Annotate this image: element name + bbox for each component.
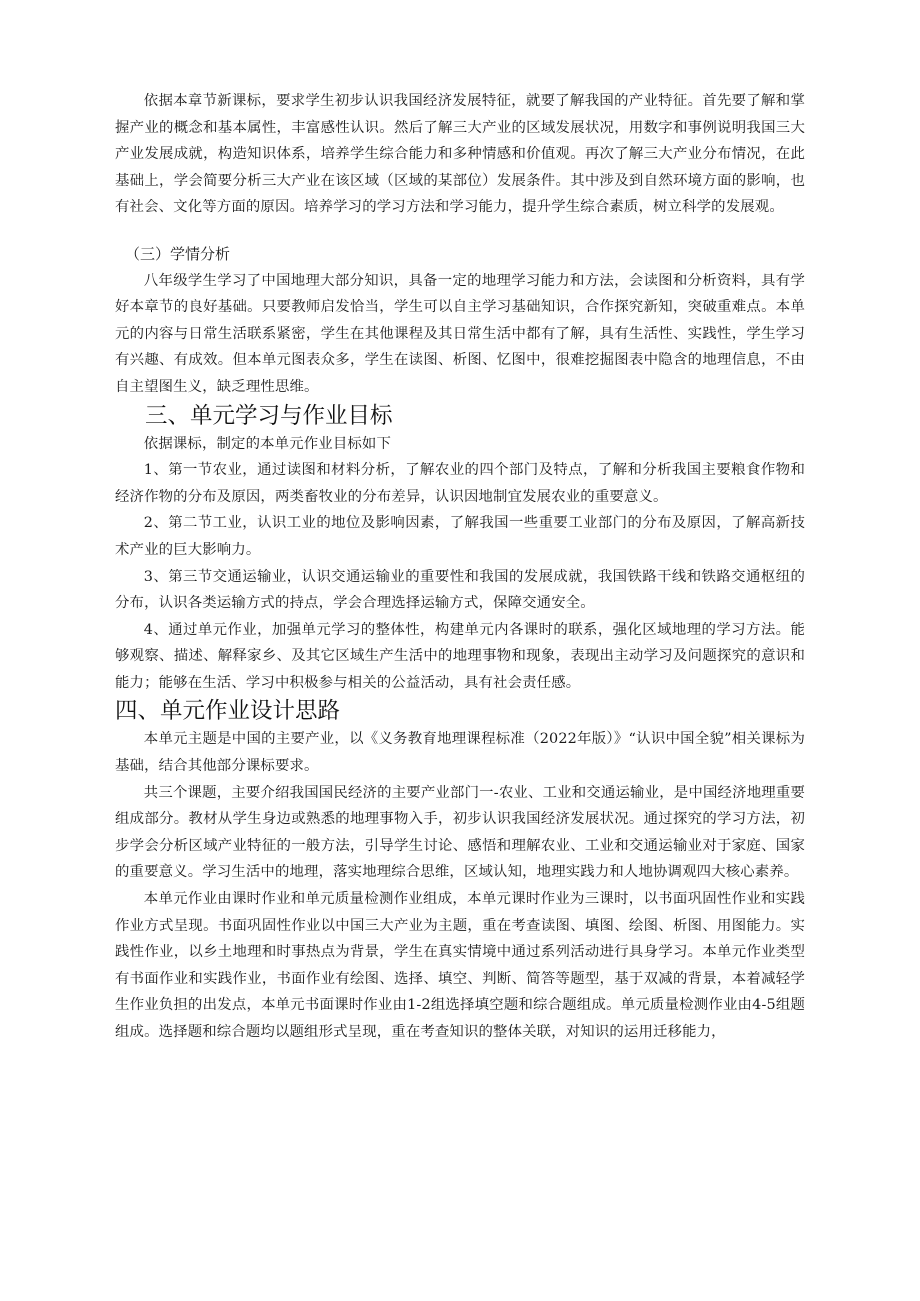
design-paragraph-2: 共三个课题，主要介绍我国国民经济的主要产业部门一-农业、工业和交通运输业，是中国经济地理重要组成部分。教材从学生身边或熟悉的地理事物入手，初步认识我国经济发展状况。通过探究的学习方法，初步学会分析区域产业特征的一般方法，引导学生讨论、感悟和理解农业、工业和交通运输业对于家庭、国家的重要意义。学习生活中的地理，落实地理综合思维，区域认知，地理实践力和人地协调观四大核心素养。 xyxy=(115,784,805,881)
design-paragraph-3: 本单元作业由课时作业和单元质量检测作业组成，本单元课时作业为三课时，以书面巩固性作业和实践作业方式呈现。书面巩固性作业以中国三大产业为主题，重在考查读图、填图、绘图、析图、用图能力。实践性作业，以乡土地理和时事热点为背景，学生在真实情境中通过系列活动进行具身学习。本单元作业类型有书面作业和实践作业，书面作业有绘图、选择、填空、判断、简答等题型，基于双减的背景，本着减轻学生作业负担的出发点，本单元书面课时作业由1-2组选择填空题和综合题组成。单元质量检测作业由4-5组题组成。选择题和综合题均以题组形式呈现，重在考查知识的整体关联，对知识的运用迁移能力， xyxy=(115,891,805,1040)
goal-item-4: 4、通过单元作业，加强单元学习的整体性，构建单元内各课时的联系，强化区域地理的学习方法。能够观察、描述、解释家乡、及其它区域生产生活中的地理事物和现象，表现出主动学习及问题探究的意识和能力；能够在生活、学习中积极参与相关的公益活动，具有社会责任感。 xyxy=(115,621,805,691)
section3-heading: 三、单元学习与作业目标 xyxy=(145,402,393,429)
document-page xyxy=(115,88,805,1046)
goal-item-2: 2、第二节工业，认识工业的地位及影响因素，了解我国一些重要工业部门的分布及原因，了解高新技术产业的巨大影响力。 xyxy=(115,515,805,558)
section3-intro: 依据课标，制定的本单元作业目标如下 xyxy=(143,435,391,452)
design-paragraph-1: 本单元主题是中国的主要产业，以《义务教育地理课程标准（2022年版）》“认识中国全貌”相关课标为基础，结合其他部分课标要求。 xyxy=(115,731,805,775)
goal-item-1: 1、第一节农业，通过读图和材料分析，了解农业的四个部门及特点，了解和分析我国主要粮食作物和经济作物的分布及原因，两类畜牧业的分布差异，认识因地制宜发展农业的重要意义。 xyxy=(115,462,805,505)
learning-analysis-heading: （三）学情分析 xyxy=(125,244,231,263)
section4-heading: 四、单元作业设计思路 xyxy=(115,698,341,725)
learning-analysis-paragraph: 八年级学生学习了中国地理大部分知识，具备一定的地理学习能力和方法，会读图和分析资料，具有学好本章节的良好基础。只要教师启发恰当，学生可以自主学习基础知识，合作探究新知，突破重难点。本单元的内容与日常生活联系紧密，学生在其他课程及其日常生活中都有了解，具有生活性、实践性，学生学习有兴趣、有成效。但本单元图表众多，学生在读图、析图、忆图中，很难挖掘图表中隐含的地理信息，不由自主望图生义，缺乏理性思维。 xyxy=(115,272,805,395)
intro-paragraph: 依据本章节新课标，要求学生初步认识我国经济发展特征，就要了解我国的产业特征。首先要了解和掌握产业的概念和基本属性，丰富感性认识。然后了解三大产业的区域发展状况，用数字和事例说明我国三大产业发展成就，构造知识体系，培养学生综合能力和多种情感和价值观。再次了解三大产业分布情况，在此基础上，学会简要分析三大产业在该区域（区域的某部位）发展条件。其中涉及到自然环境方面的影响，也有社会、文化等方面的原因。培养学习的学习方法和学习能力，提升学生综合素质，树立科学的发展观。 xyxy=(115,93,805,216)
goal-item-3: 3、第三节交通运输业，认识交通运输业的重要性和我国的发展成就，我国铁路干线和铁路交通枢纽的分布，认识各类运输方式的持点，学会合理选择运输方式，保障交通安全。 xyxy=(115,568,805,612)
